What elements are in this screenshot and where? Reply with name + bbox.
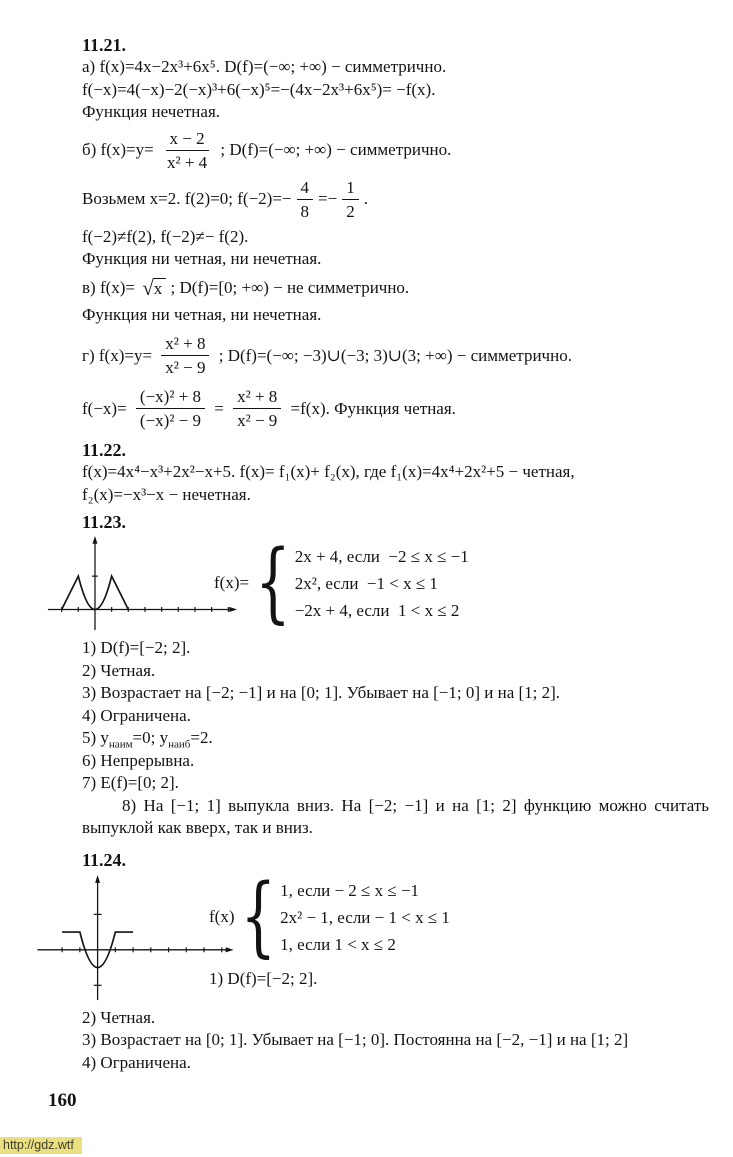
- fraction-numerator: 1: [342, 177, 359, 200]
- math-text: =−: [318, 189, 338, 208]
- solution-line-a: а) f(x)=4x−2x³+6x⁵. D(f)=(−∞; +∞) − симметрично.: [82, 57, 447, 76]
- math-text: =0; y: [132, 728, 169, 747]
- fraction-denominator: x² − 9: [237, 411, 278, 430]
- radicand: x: [153, 278, 167, 299]
- math-text: ; D(f)=(−∞; −3)∪(−3; 3)∪(3; +∞) − симметрично.: [214, 345, 572, 365]
- piecewise-definition-11-23: [214, 532, 469, 634]
- problem-heading-11-21: 11.21.: [82, 35, 127, 55]
- fraction: [233, 386, 281, 431]
- math-text: 5) y: [82, 728, 109, 747]
- case-line: 2x² − 1, если − 1 < x ≤ 1: [280, 907, 450, 927]
- math-text: ; D(f)=(−∞; +∞) − симметрично.: [216, 140, 452, 159]
- fraction-numerator: x² + 8: [233, 386, 281, 409]
- subscript: наим: [108, 738, 133, 751]
- property-item: 2) Четная.: [82, 660, 156, 680]
- solution-line-take: [82, 177, 709, 222]
- function-label: f(x): [209, 907, 235, 926]
- fraction: [161, 333, 209, 378]
- fraction-denominator: x² − 9: [165, 358, 206, 377]
- problem-heading-11-22: 11.22.: [82, 440, 127, 460]
- math-text: =: [210, 398, 229, 418]
- property-item: 4) Ограничена.: [82, 705, 191, 725]
- fraction-denominator: x² + 4: [166, 152, 208, 172]
- piecewise-cases: [295, 543, 469, 624]
- y-axis-arrow-icon: [95, 874, 100, 882]
- math-text: Возьмем x=2. f(2)=0; f(−2)=−: [82, 189, 292, 208]
- fraction-denominator: 8: [300, 201, 309, 221]
- math-text: =2.: [190, 728, 213, 747]
- property-item: 3) Возрастает на [0; 1]. Убывает на [−1; 0]. Постоянна на [−2, −1] и на [1; 2]: [82, 1030, 629, 1049]
- page-number: 160: [48, 1090, 77, 1111]
- property-item: 7) E(f)=[0; 2].: [82, 773, 179, 792]
- right-column-11-24: [209, 866, 450, 991]
- fraction-numerator: (−x)² + 8: [136, 386, 205, 409]
- property-item: 3) Возрастает на [−2; −1] и на [0; 1]. Убывает на [−1; 0] и на [1; 2].: [82, 683, 561, 702]
- case-line: 2x + 4, если −2 ≤ x ≤ −1: [294, 546, 469, 566]
- solution-line: f(x)=4x⁴−x³+2x²−x+5. f(x)= f₁(x)+ f₂(x), где f₁(x)=4x⁴+2x²+5 − четная,: [82, 462, 575, 481]
- case-line: −2x + 4, если 1 < x ≤ 2: [294, 600, 460, 620]
- math-text: .: [363, 189, 368, 208]
- fraction-numerator: 4: [297, 177, 314, 200]
- function-label: f(x)=: [214, 573, 250, 592]
- fraction: [163, 128, 211, 173]
- axis-ticks: [62, 576, 229, 612]
- property-item: 1) D(f)=[−2; 2].: [209, 968, 318, 988]
- solution-line-v: [82, 276, 709, 301]
- solution-line-g: [82, 333, 709, 378]
- solution-line-neither-2: Функция ни четная, ни нечетная.: [82, 304, 322, 324]
- math-text: б) f(x)=y=: [82, 140, 158, 159]
- math-text: г) f(x)=y=: [82, 345, 157, 365]
- property-item: 1) D(f)=[−2; 2].: [82, 638, 191, 657]
- problem-heading-11-24: 11.24.: [82, 849, 127, 870]
- watermark-url: http://gdz.wtf: [0, 1137, 82, 1154]
- subscript: наиб: [168, 738, 191, 751]
- curly-brace: {: [240, 866, 277, 968]
- fraction: [342, 177, 359, 222]
- curly-brace: {: [255, 532, 291, 634]
- math-text: =f(x). Функция четная.: [286, 398, 456, 418]
- fraction: [136, 386, 205, 431]
- solution-line-b: [82, 128, 709, 173]
- solution-line-g2: [82, 386, 709, 431]
- fraction: [297, 177, 314, 222]
- solution-line: f₂(x)=−x³−x − нечетная.: [82, 484, 251, 504]
- solution-line-neither: Функция ни четная, ни нечетная.: [82, 249, 322, 268]
- math-text: f(−x)=: [82, 398, 131, 418]
- property-item: 4) Ограничена.: [82, 1052, 191, 1072]
- solution-line-a2: f(−x)=4(−x)−2(−x)³+6(−x)⁵=−(4x−2x³+6x⁵)= −f(x).: [82, 79, 436, 99]
- solution-line-a3: Функция нечетная.: [82, 102, 221, 121]
- math-text: ; D(f)=[0; +∞) − не симметрично.: [166, 278, 410, 297]
- fraction-denominator: (−x)² − 9: [139, 411, 202, 430]
- problem-heading-11-23: 11.23.: [82, 512, 127, 532]
- y-axis-arrow-icon: [93, 536, 98, 544]
- property-item: 2) Четная.: [82, 1007, 156, 1027]
- fraction-numerator: x² + 8: [161, 333, 209, 356]
- case-line: 1, если − 2 ≤ x ≤ −1: [280, 880, 420, 900]
- piecewise-cases: [280, 877, 450, 958]
- property-item-5: [82, 727, 709, 750]
- solution-line-neq: f(−2)≠f(2), f(−2)≠− f(2).: [82, 226, 249, 246]
- graph-and-function-11-24: [32, 866, 709, 1005]
- piecewise-definition-11-24: [209, 866, 450, 968]
- property-item: 8) На [−1; 1] выпукла вниз. На [−2; −1] и на [1; 2] функцию можно считать выпуклой как вверх, так и вниз.: [82, 795, 709, 837]
- property-item: 6) Непрерывна.: [82, 750, 195, 770]
- fraction-numerator: x − 2: [166, 128, 209, 151]
- fraction-denominator: 2: [346, 201, 355, 221]
- case-line: 1, если 1 < x ≤ 2: [280, 934, 396, 954]
- math-text: в) f(x)=: [82, 278, 140, 297]
- case-line: 2x², если −1 < x ≤ 1: [294, 573, 438, 593]
- radical-icon: √: [142, 275, 154, 300]
- graph-and-function-11-23: [44, 533, 709, 633]
